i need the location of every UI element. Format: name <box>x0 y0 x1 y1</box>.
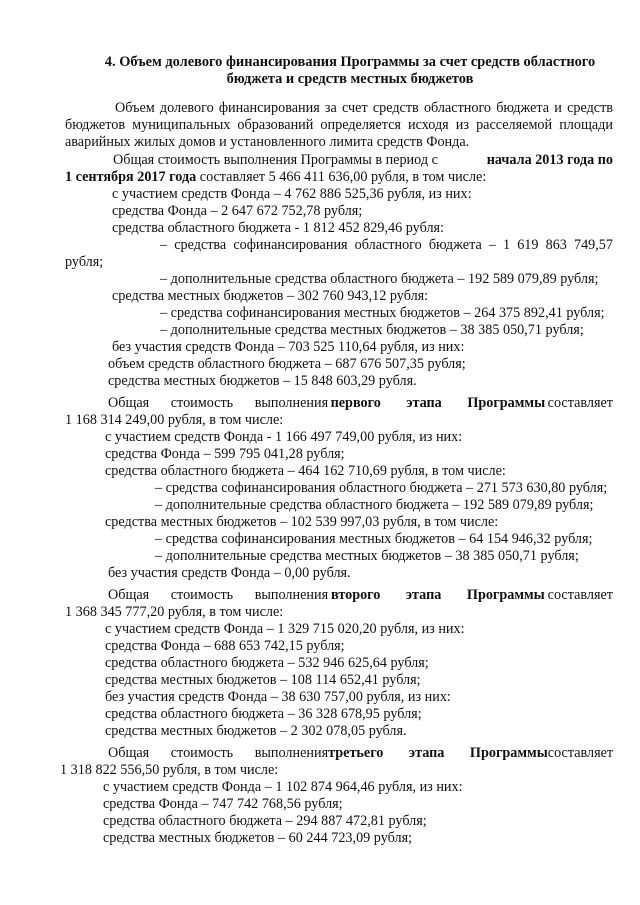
intro-line-3: аварийных жилых домов и установленного лимита средств Фонда. <box>65 134 470 150</box>
total-cofin-cont: рубля; <box>65 254 104 270</box>
stage3-lead: Общая стоимость выполнения <box>108 745 329 761</box>
stage2-without-fund: без участия средств Фонда – 38 630 757,00 рубля, из них: <box>105 689 451 705</box>
total-local-add: – дополнительные средства местных бюджетов – 38 385 050,71 рубля; <box>160 322 584 338</box>
stage2-verb: составляет <box>547 587 613 603</box>
total-local-cofin: – средства софинансирования местных бюджетов – 264 375 892,41 рубля; <box>160 305 605 321</box>
total-period-start: начала 2013 года по <box>486 152 613 168</box>
stage1-cofin: – средства софинансирования областного бюджета – 271 573 630,80 рубля; <box>155 480 608 496</box>
stage2-wo-regional: средства областного бюджета – 36 328 678,95 рубля; <box>105 706 422 722</box>
section-title-line-1: 4. Объем долевого финансирования Программы за счет средств областного <box>104 54 596 70</box>
stage1-without-fund: без участия средств Фонда – 0,00 рубля. <box>108 565 351 581</box>
intro-line-1: Объем долевого финансирования за счет средств областного бюджета и средств <box>115 100 613 116</box>
stage2-fund: средства Фонда – 688 653 742,15 рубля; <box>105 638 345 654</box>
stage2-total: 1 368 345 777,20 рубля, в том числе: <box>65 604 284 620</box>
stage1-local: средства местных бюджетов – 102 539 997,03 рубля, в том числе: <box>105 514 499 530</box>
stage3-fund: средства Фонда – 747 742 768,56 рубля; <box>103 796 343 812</box>
total-with-fund: с участием средств Фонда – 4 762 886 525,36 рубля, из них: <box>112 186 472 202</box>
stage3-with-fund: с участием средств Фонда – 1 102 874 964,46 рубля, из них: <box>103 779 463 795</box>
stage1-verb: составляет <box>547 395 613 411</box>
stage1-total: 1 168 314 249,00 рубля, в том числе: <box>65 412 284 428</box>
total-local: средства местных бюджетов – 302 760 943,12 рубля: <box>112 288 429 304</box>
total-amount: составляет 5 466 411 636,00 рубля, в том числе: <box>196 169 487 185</box>
total-lead: Общая стоимость выполнения Программы в период с <box>113 152 438 168</box>
section-title <box>70 54 630 88</box>
total-line-1 <box>113 152 613 169</box>
section-title-line-2: бюджета и средств местных бюджетов <box>226 71 474 87</box>
total-additional: – дополнительные средства областного бюджета – 192 589 079,89 рубля; <box>160 271 599 287</box>
stage3-total: 1 318 822 556,50 рубля, в том числе: <box>60 762 279 778</box>
stage1-local-add: – дополнительные средства местных бюджетов – 38 385 050,71 рубля; <box>155 548 579 564</box>
total-wo-regional: объем средств областного бюджета – 687 676 507,35 рубля; <box>108 356 466 372</box>
total-wo-local: средства местных бюджетов – 15 848 603,29 рубля. <box>108 373 417 389</box>
total-line-2 <box>65 169 486 186</box>
stage2-with-fund: с участием средств Фонда – 1 329 715 020,20 рубля, из них: <box>105 621 465 637</box>
stage1-local-cofin: – средства софинансирования местных бюджетов – 64 154 946,32 рубля; <box>155 531 593 547</box>
stage1-regional: средства областного бюджета – 464 162 710,69 рубля, в том числе: <box>105 463 506 479</box>
stage2-name: второго этапа Программы <box>331 587 545 603</box>
total-period-end: 1 сентября 2017 года <box>65 169 197 185</box>
stage1-fund: средства Фонда – 599 795 041,28 рубля; <box>105 446 345 462</box>
total-fund: средства Фонда – 2 647 672 752,78 рубля; <box>112 203 363 219</box>
stage3-verb: составляет <box>547 745 614 761</box>
stage1-lead: Общая стоимость выполнения <box>108 395 329 411</box>
total-without-fund: без участия средств Фонда – 703 525 110,64 рубля, из них: <box>112 339 465 355</box>
stage3-name: третьего этапа Программы <box>328 745 548 761</box>
stage2-line-1 <box>108 587 613 604</box>
total-cofin: – средства софинансирования областного бюджета – 1 619 863 749,57 <box>160 237 613 253</box>
stage2-regional: средства областного бюджета – 532 946 625,64 рубля; <box>105 655 429 671</box>
stage2-lead: Общая стоимость выполнения <box>108 587 329 603</box>
stage1-name: первого этапа Программы <box>330 395 546 411</box>
stage1-additional: – дополнительные средства областного бюджета – 192 589 079,89 рубля; <box>155 497 594 513</box>
intro-line-2: бюджетов муниципальных образований определяется исходя из расселяемой площади <box>65 117 613 133</box>
total-regional: средства областного бюджета - 1 812 452 829,46 рубля: <box>112 220 444 236</box>
stage3-regional: средства областного бюджета – 294 887 472,81 рубля; <box>103 813 427 829</box>
stage2-wo-local: средства местных бюджетов – 2 302 078,05 рубля. <box>105 723 407 739</box>
stage2-local: средства местных бюджетов – 108 114 652,41 рубля; <box>105 672 421 688</box>
stage3-line-1 <box>108 745 613 762</box>
stage1-line-1 <box>108 395 613 412</box>
stage3-local: средства местных бюджетов – 60 244 723,09 рубля; <box>103 830 413 846</box>
stage1-with-fund: с участием средств Фонда - 1 166 497 749,00 рубля, из них: <box>105 429 463 445</box>
